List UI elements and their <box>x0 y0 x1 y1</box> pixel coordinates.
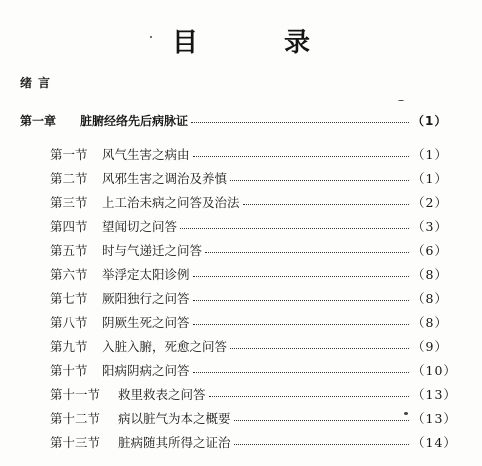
section-page: （6） <box>412 243 448 258</box>
section-page: （3） <box>412 219 448 234</box>
section-page: （8） <box>412 267 448 282</box>
page-title: 目 录 <box>171 28 340 58</box>
section-page: （8） <box>412 315 448 330</box>
dot-leader <box>193 156 409 157</box>
chapter-title: 脏腑经络先后病脉证 <box>80 114 189 128</box>
dot-leader <box>234 444 409 445</box>
section-number: 第十二节 <box>50 411 101 426</box>
section-number: 第十三节 <box>50 435 101 450</box>
section-number: 第八节 <box>50 315 88 330</box>
section-page: （8） <box>412 291 448 306</box>
section-page: （10） <box>412 363 457 378</box>
dot-leader <box>209 396 409 397</box>
dot-leader <box>180 228 409 229</box>
section-title: 风气生害之病由 <box>102 147 190 162</box>
scan-speck <box>398 100 404 101</box>
toc-entry <box>50 241 446 259</box>
section-number: 第十一节 <box>50 387 101 402</box>
section-title: 望闻切之问答 <box>102 219 178 234</box>
section-number: 第六节 <box>50 267 88 282</box>
dot-leader <box>193 324 409 325</box>
toc-entry <box>50 169 446 187</box>
toc-entry <box>50 313 446 331</box>
scan-speck <box>404 412 408 415</box>
section-page: （13） <box>412 387 457 402</box>
section-title: 入脏入腑，死愈之问答 <box>102 339 228 354</box>
toc-entry <box>50 265 446 283</box>
section-title: 举浮定太阳诊例 <box>102 267 190 282</box>
toc-entry <box>50 289 446 307</box>
chapter-number: 第一章 <box>20 114 57 128</box>
section-number: 第四节 <box>50 219 88 234</box>
dot-leader <box>193 276 409 277</box>
chapter-entry <box>20 112 446 129</box>
intro-heading: 绪言 <box>20 76 57 90</box>
dot-leader <box>205 252 409 253</box>
scan-speck <box>150 36 152 38</box>
section-title: 阴厥生死之问答 <box>102 315 190 330</box>
section-page: （2） <box>412 195 448 210</box>
dot-leader <box>193 300 409 301</box>
toc-entry <box>50 337 446 355</box>
chapter-page: （1） <box>412 114 448 128</box>
section-number: 第三节 <box>50 195 88 210</box>
section-title: 厥阳独行之问答 <box>102 291 190 306</box>
section-number: 第一节 <box>50 147 88 162</box>
section-title: 时与气递迁之问答 <box>102 243 203 258</box>
dot-leader <box>191 122 409 123</box>
section-title: 上工治未病之问答及治法 <box>102 195 240 210</box>
section-title: 救里救表之问答 <box>118 387 206 402</box>
section-title: 脏病随其所得之证治 <box>118 435 231 450</box>
section-page: （1） <box>412 147 448 162</box>
section-number: 第九节 <box>50 339 88 354</box>
dot-leader <box>230 180 409 181</box>
toc-entry <box>50 145 446 163</box>
toc-entry <box>50 217 446 235</box>
section-number: 第七节 <box>50 291 88 306</box>
section-number: 第十节 <box>50 363 88 378</box>
dot-leader <box>230 348 409 349</box>
section-number: 第五节 <box>50 243 88 258</box>
section-title: 病以脏气为本之概要 <box>118 411 231 426</box>
toc-entry <box>50 385 457 403</box>
toc-entry <box>50 433 457 451</box>
section-page: （9） <box>412 339 448 354</box>
dot-leader <box>193 372 409 373</box>
toc-entry <box>50 193 446 211</box>
section-page: （13） <box>412 411 457 426</box>
toc-entry <box>50 409 457 427</box>
section-title: 阳病阴病之问答 <box>102 363 190 378</box>
section-page: （14） <box>412 435 457 450</box>
section-title: 风邪生害之调治及养慎 <box>102 171 228 186</box>
toc-entry <box>50 361 457 379</box>
section-number: 第二节 <box>50 171 88 186</box>
dot-leader <box>234 420 409 421</box>
dot-leader <box>243 204 409 205</box>
section-page: （1） <box>412 171 448 186</box>
